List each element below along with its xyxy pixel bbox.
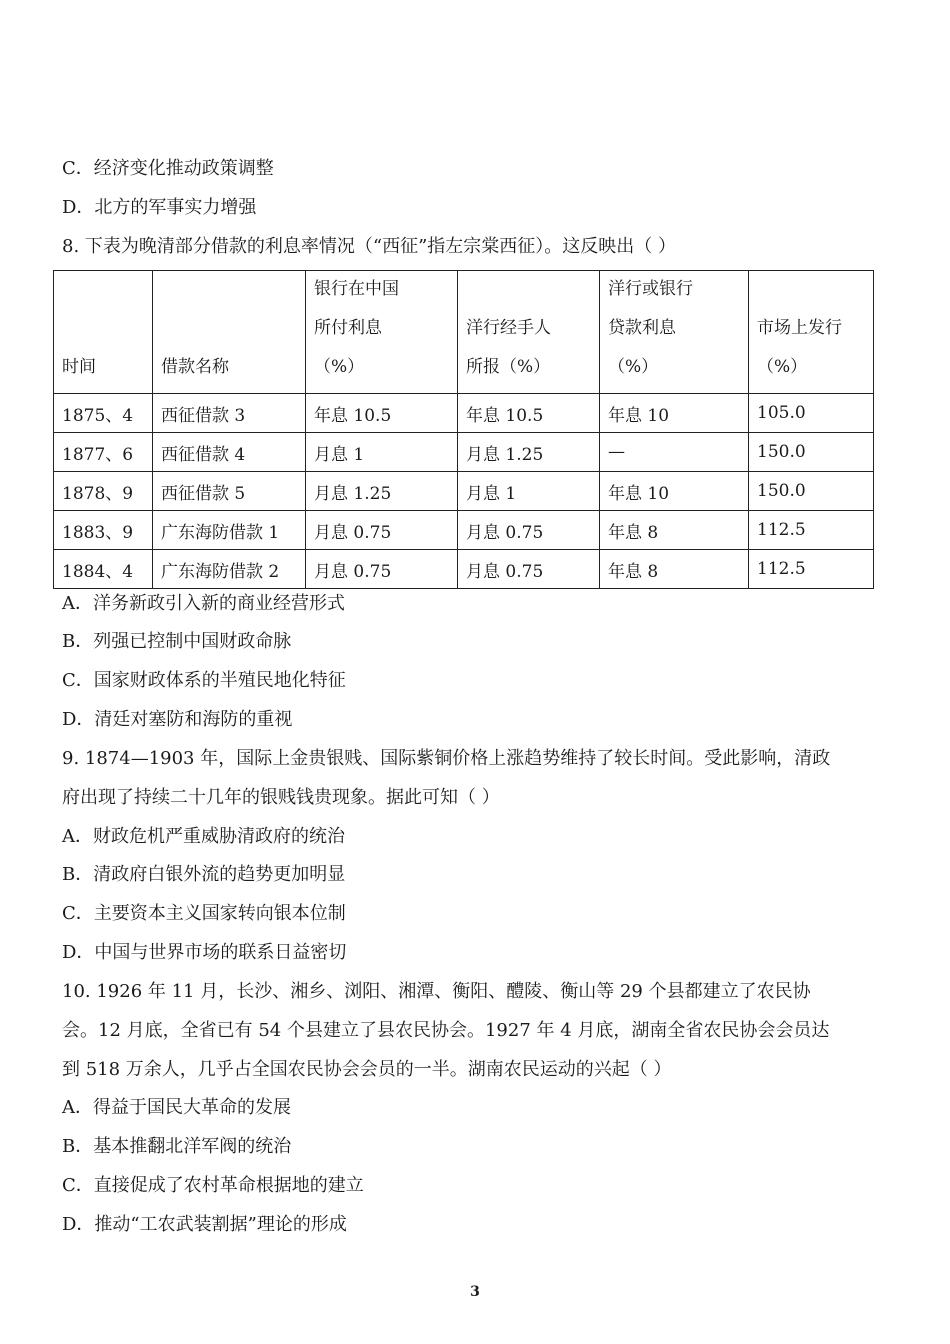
header-cell: 市场上发行 （%）	[749, 271, 874, 394]
q7-option-d: D．北方的军事实力增强	[62, 197, 257, 218]
header-cell: 洋行经手人 所报（%）	[458, 271, 600, 394]
table-cell: 112.5	[749, 511, 874, 550]
q10-option-a: A．得益于国民大革命的发展	[62, 1097, 291, 1118]
table-cell: 广东海防借款 2	[153, 550, 306, 589]
table-cell: 西征借款 5	[153, 472, 306, 511]
q9-option-b: B．清政府白银外流的趋势更加明显	[62, 864, 346, 885]
table-cell: 1877、6	[54, 433, 153, 472]
header-cell: 银行在中国 所付利息 （%）	[306, 271, 458, 394]
q10-option-b: B．基本推翻北洋军阀的统治	[62, 1136, 292, 1157]
table-cell: 月息 1.25	[306, 472, 458, 511]
table-cell: —	[600, 433, 749, 472]
page-number: 3	[470, 1284, 480, 1300]
table-row	[54, 394, 874, 433]
table-cell: 月息 0.75	[306, 550, 458, 589]
table-cell: 月息 0.75	[458, 511, 600, 550]
q8-stem: 8. 下表为晚清部分借款的利息率情况（“西征”指左宗棠西征）。这反映出（ ）	[62, 236, 677, 257]
q10-stem-line-2: 会。12 月底，全省已有 54 个县建立了县农民协会。1927 年 4 月底，湖南全省农民协会会员达	[62, 1020, 830, 1041]
q8-option-c: C．国家财政体系的半殖民地化特征	[62, 670, 346, 691]
table-cell: 150.0	[749, 472, 874, 511]
q9-option-c: C．主要资本主义国家转向银本位制	[62, 903, 346, 924]
table-cell: 西征借款 3	[153, 394, 306, 433]
q8-option-d: D．清廷对塞防和海防的重视	[62, 709, 293, 730]
q7-option-c: C．经济变化推动政策调整	[62, 158, 274, 179]
table-cell: 112.5	[749, 550, 874, 589]
q9-stem-line-1: 9. 1874—1903 年，国际上金贵银贱、国际紫铜价格上涨趋势维持了较长时间。受此影响，清政	[62, 748, 831, 769]
table-cell: 1884、4	[54, 550, 153, 589]
table-cell: 年息 10	[600, 394, 749, 433]
table-cell: 105.0	[749, 394, 874, 433]
table-cell: 1878、9	[54, 472, 153, 511]
table-cell: 月息 0.75	[306, 511, 458, 550]
header-cell: 洋行或银行 贷款利息 （%）	[600, 271, 749, 394]
table-cell: 年息 8	[600, 550, 749, 589]
table-row	[54, 511, 874, 550]
q10-option-c: C．直接促成了农村革命根据地的建立	[62, 1175, 364, 1196]
table-cell: 月息 1	[458, 472, 600, 511]
q10-option-d: D．推动“工农武装割据”理论的形成	[62, 1214, 347, 1235]
q8-option-a: A．洋务新政引入新的商业经营形式	[62, 593, 345, 614]
table-cell: 年息 10	[600, 472, 749, 511]
table-cell: 年息 10.5	[458, 394, 600, 433]
q8-option-b: B．列强已控制中国财政命脉	[62, 631, 292, 652]
q10-stem-line-1: 10. 1926 年 11 月，长沙、湘乡、浏阳、湘潭、衡阳、醴陵、衡山等 29 个县都建立了农民协	[62, 981, 811, 1002]
table-cell: 年息 10.5	[306, 394, 458, 433]
table-cell: 广东海防借款 1	[153, 511, 306, 550]
table-cell: 西征借款 4	[153, 433, 306, 472]
table-cell: 1883、9	[54, 511, 153, 550]
loan-interest-table	[53, 270, 874, 589]
table-cell: 月息 1	[306, 433, 458, 472]
q9-option-d: D．中国与世界市场的联系日益密切	[62, 942, 347, 963]
table-cell: 月息 0.75	[458, 550, 600, 589]
table-cell: 1875、4	[54, 394, 153, 433]
header-cell: 时间	[54, 271, 153, 394]
q9-option-a: A．财政危机严重威胁清政府的统治	[62, 826, 345, 847]
table-cell: 月息 1.25	[458, 433, 600, 472]
header-cell: 借款名称	[153, 271, 306, 394]
table-row	[54, 472, 874, 511]
table-row	[54, 433, 874, 472]
table-header-row	[54, 271, 874, 394]
table-cell: 年息 8	[600, 511, 749, 550]
q10-stem-line-3: 到 518 万余人，几乎占全国农民协会会员的一半。湖南农民运动的兴起（ ）	[62, 1059, 672, 1080]
q9-stem-line-2: 府出现了持续二十几年的银贱钱贵现象。据此可知（ ）	[62, 787, 500, 808]
table-cell: 150.0	[749, 433, 874, 472]
table-row	[54, 550, 874, 589]
